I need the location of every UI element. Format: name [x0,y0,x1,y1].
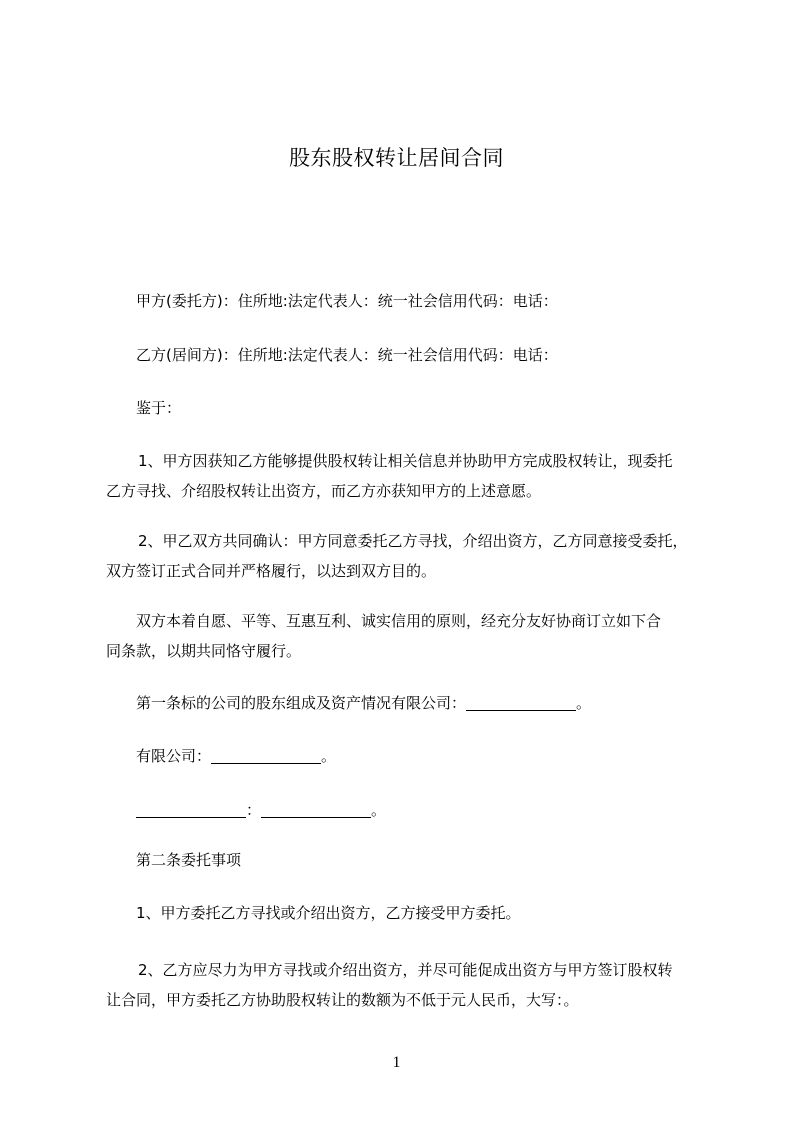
article-2-item-2-line-2: 让合同，甲方委托乙方协助股权转让的数额为不低于元人民币，大写：。 [106,991,579,1009]
document-title: 股东股权转让居间合同 [289,146,504,170]
article-1-end: 。 [576,694,592,712]
blank-pair-end: 。 [371,801,387,819]
recital-2-line-1: 2、甲乙双方共同确认：甲方同意委托乙方寻找，介绍出资方，乙方同意接受委托， [138,532,688,550]
shareholder-blank[interactable] [136,801,246,818]
article-2-item-2-line-1: 2、乙方应尽力为甲方寻找或介绍出资方，并尽可能促成出资方与甲方签订股权转 [138,961,673,979]
agreement-line-2: 同条款，以期共同恪守履行。 [106,642,302,660]
agreement-line-1: 双方本着自愿、平等、互惠互利、诚实信用的原则，经充分友好协商订立如下合 [136,612,662,630]
blank-pair-line [106,795,748,825]
ltd-end: 。 [321,747,337,765]
colon-separator: ： [246,801,262,819]
recital-1-line-1: 1、甲方因获知乙方能够提供股权转让相关信息并协助甲方完成股权转让，现委托 [138,452,673,470]
article-2-item-1: 1、甲方委托乙方寻找或介绍出资方，乙方接受甲方委托。 [136,904,521,922]
page-number: 1 [392,1054,401,1071]
share-value-blank[interactable] [261,801,371,818]
ltd-company-blank[interactable] [211,747,321,764]
recital-1-line-2: 乙方寻找、介绍股权转让出资方，而乙方亦获知甲方的上述意愿。 [106,482,542,500]
article-1-line [106,688,748,718]
article-1-text: 第一条标的公司的股东组成及资产情况有限公司： [136,694,467,712]
recital-2-line-2: 双方签订正式合同并严格履行，以达到双方目的。 [106,562,437,580]
whereas-heading: 鉴于： [136,399,182,417]
company-name-blank[interactable] [466,694,576,711]
ltd-label: 有限公司： [136,747,212,765]
ltd-company-line [106,741,748,771]
party-a-info: 甲方(委托方)：住所地:法定代表人：统一社会信用代码：电话： [136,292,558,310]
article-2-title: 第二条委托事项 [136,851,242,869]
party-b-info: 乙方(居间方)：住所地:法定代表人：统一社会信用代码：电话： [136,346,558,364]
